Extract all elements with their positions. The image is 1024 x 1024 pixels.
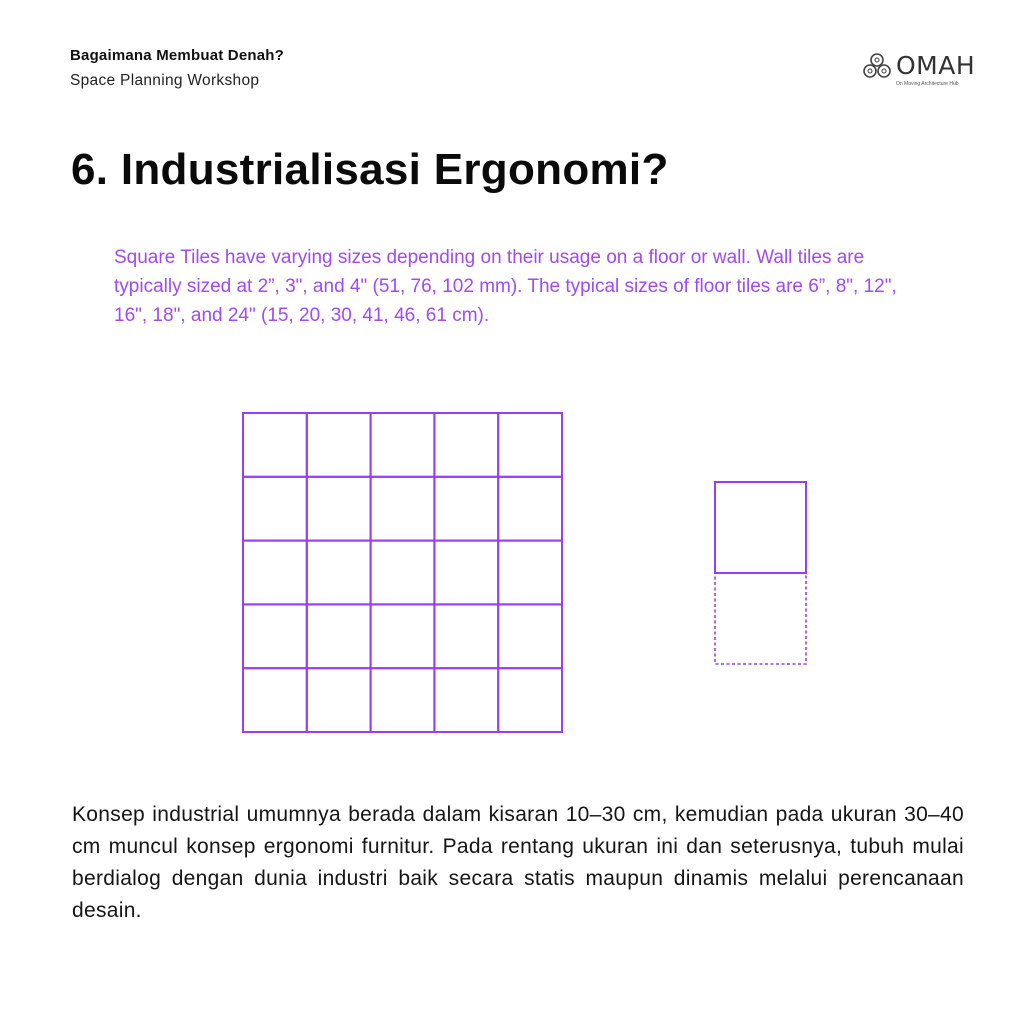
- floor-tile: [243, 477, 307, 541]
- logo-text: OMAH: [896, 51, 976, 80]
- body-paragraph: Konsep industrial umumnya berada dalam kisaran 10–30 cm, kemudian pada ukuran 30–40 cm muncul konsep ergonomi furnitur. Pada rentang ukuran ini dan seterusnya, tubuh mulai berdialog dengan dunia industri baik secara statis maupun dinamis melalui perencanaan desain.: [72, 803, 964, 922]
- floor-tile: [498, 541, 562, 605]
- floor-tile: [307, 604, 371, 668]
- floor-tile: [307, 668, 371, 732]
- page-title: 6. Industrialisasi Ergonomi?: [71, 145, 669, 194]
- floor-tile: [243, 604, 307, 668]
- floor-tile: [498, 668, 562, 732]
- floor-tile: [243, 668, 307, 732]
- floor-tile: [434, 477, 498, 541]
- single-tile-dashed: [715, 573, 806, 664]
- floor-tile-grid: [243, 413, 562, 732]
- floor-tile: [307, 477, 371, 541]
- header-subtitle: Space Planning Workshop: [70, 72, 260, 89]
- single-tile-solid: [715, 482, 806, 573]
- floor-tile: [371, 604, 435, 668]
- header-title: Bagaimana Membuat Denah?: [70, 47, 285, 64]
- floor-tile: [498, 413, 562, 477]
- floor-tile: [498, 604, 562, 668]
- floor-tile: [434, 604, 498, 668]
- floor-tile: [434, 541, 498, 605]
- floor-tile: [371, 413, 435, 477]
- floor-tile: [371, 541, 435, 605]
- floor-tile: [371, 668, 435, 732]
- logo-tagline: On Moving Architecture Hub: [896, 81, 959, 87]
- floor-tile: [371, 477, 435, 541]
- floor-tile: [434, 413, 498, 477]
- floor-tile: [307, 413, 371, 477]
- floor-tile: [243, 413, 307, 477]
- floor-tile: [434, 668, 498, 732]
- single-tile-stack: [715, 482, 806, 664]
- floor-tile: [307, 541, 371, 605]
- floor-tile: [498, 477, 562, 541]
- tile-info-text: Square Tiles have varying sizes depending on their usage on a floor or wall. Wall tiles are typically sized at 2”, 3", and 4" (51, 76, 102 mm). The typical sizes of floor tiles are 6”, 8", 12", 16", 18", and 24" (15, 20, 30, 41, 46, 61 cm).: [114, 247, 897, 326]
- floor-tile: [243, 541, 307, 605]
